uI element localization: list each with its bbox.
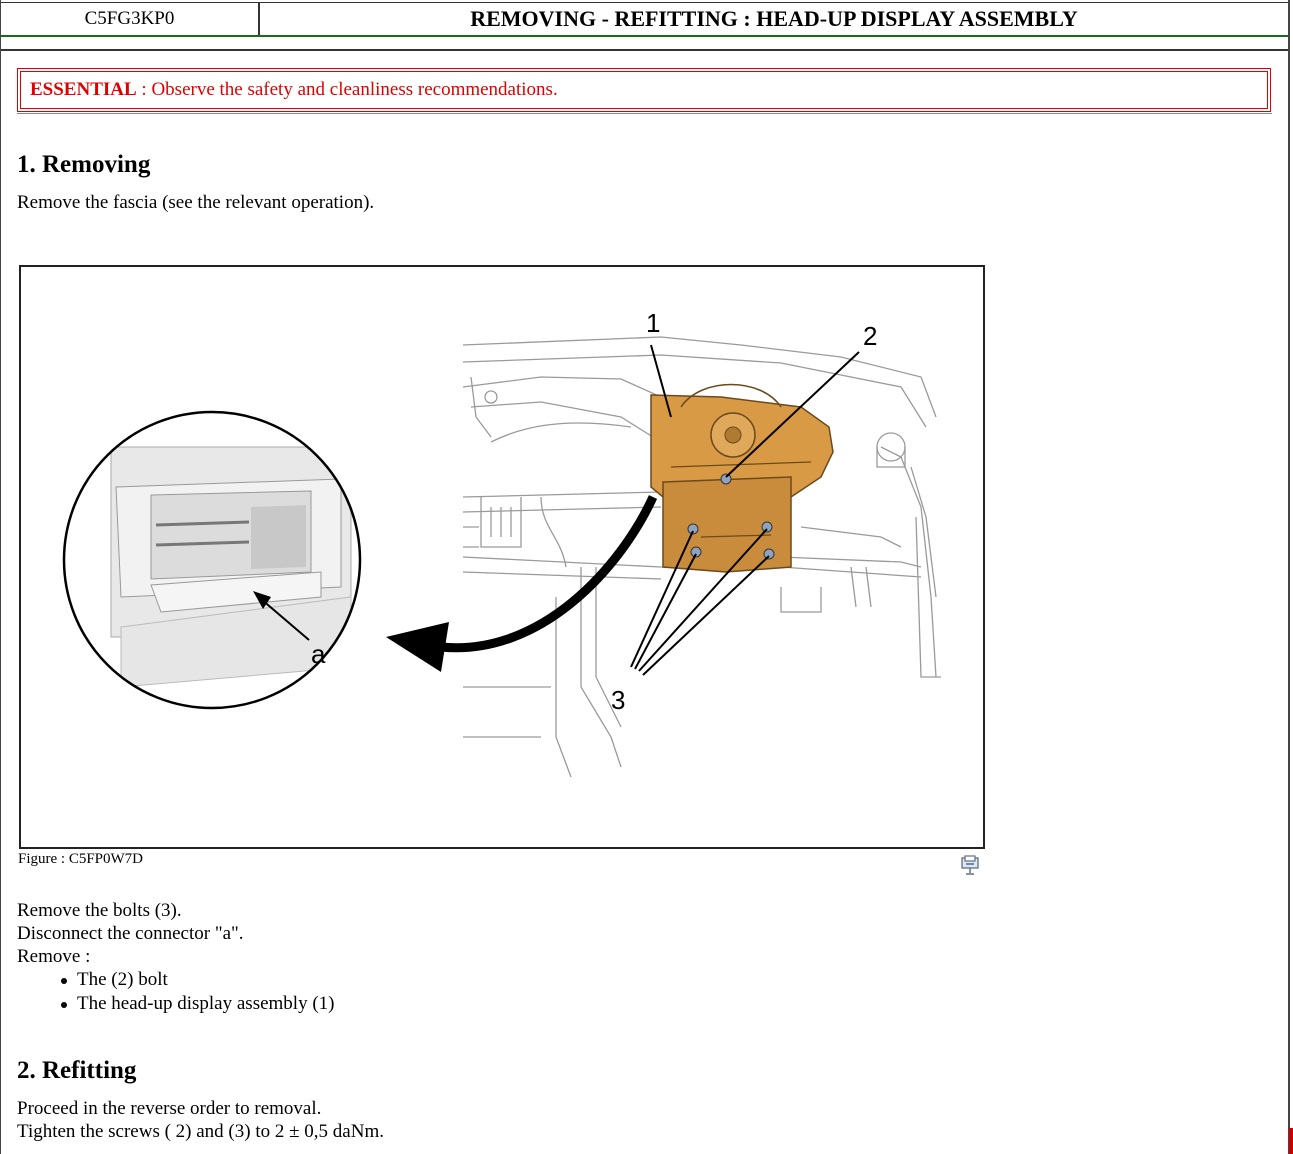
callout-label: a [311, 639, 326, 669]
section-divider [17, 113, 1272, 114]
essential-label: ESSENTIAL [30, 79, 137, 100]
section-heading-refitting: 2. Refitting [17, 1057, 137, 1084]
figure-illustration [19, 265, 985, 849]
print-icon[interactable] [959, 854, 981, 876]
list-item: The (2) bolt [57, 968, 334, 992]
callout-label: 1 [646, 308, 661, 338]
removing-intro: Remove the fascia (see the relevant operation). [17, 192, 375, 213]
essential-text: : Observe the safety and cleanliness recommendations. [136, 79, 558, 100]
step-line: Remove : [17, 946, 91, 967]
removal-list [57, 968, 334, 1016]
head-up-display-diagram [21, 267, 983, 847]
callout-label: 3 [611, 685, 626, 715]
document-header [1, 2, 1288, 37]
essential-notice [17, 68, 1271, 112]
step-line: Disconnect the connector "a". [17, 923, 244, 944]
document-code: C5FG3KP0 [1, 3, 260, 35]
edge-marker [1289, 1128, 1293, 1154]
callout-label: 2 [863, 321, 878, 351]
list-item: The head-up display assembly (1) [57, 992, 334, 1016]
essential-notice-inner [20, 71, 1268, 109]
hud-assembly [651, 385, 833, 573]
section-heading-removing: 1. Removing [17, 151, 151, 178]
refitting-line: Tighten the screws ( 2) and (3) to 2 ± 0,5 daNm. [17, 1121, 384, 1142]
figure-caption: Figure : C5FP0W7D [18, 851, 144, 867]
document-title: REMOVING - REFITTING : HEAD-UP DISPLAY ASSEMBLY [470, 6, 1078, 31]
step-line: Remove the bolts (3). [17, 900, 182, 921]
header-divider [1, 49, 1288, 51]
refitting-line: Proceed in the reverse order to removal. [17, 1098, 322, 1119]
